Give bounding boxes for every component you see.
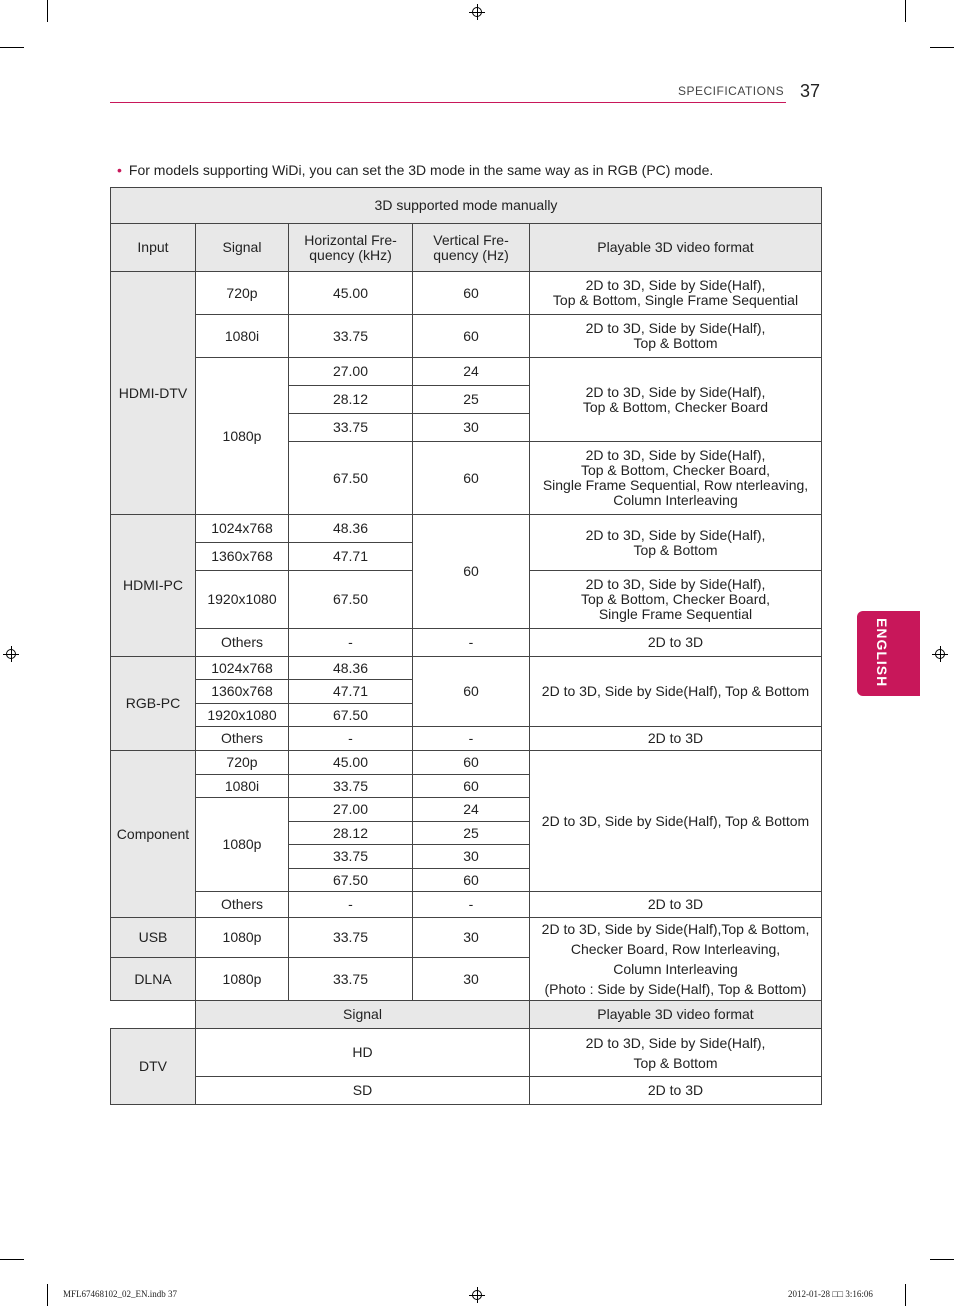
hfreq-cell: 47.71	[289, 680, 413, 704]
hfreq-cell: 45.00	[289, 272, 413, 315]
signal-cell: 1360x768	[196, 680, 289, 704]
footer-timestamp: 2012-01-28 □□ 3:16:06	[788, 1289, 873, 1299]
signal-cell: 1080p	[196, 358, 289, 515]
vfreq-cell: 25	[413, 386, 530, 414]
dtv-header-signal: Signal	[196, 1001, 530, 1029]
registration-mark-icon	[469, 4, 485, 20]
signal-cell: 1080p	[196, 918, 289, 958]
input-hdmi-pc: HDMI-PC	[111, 515, 196, 657]
signal-cell: 1024x768	[196, 515, 289, 543]
header-format: Playable 3D video format	[530, 224, 822, 272]
format-cell: 2D to 3D	[530, 1077, 822, 1105]
hfreq-cell: 27.00	[289, 798, 413, 822]
crop-mark	[47, 0, 48, 22]
hfreq-cell: 28.12	[289, 386, 413, 414]
format-cell: 2D to 3D, Side by Side(Half), Top & Bottom	[530, 315, 822, 358]
signal-cell: 720p	[196, 751, 289, 775]
hfreq-cell: 33.75	[289, 958, 413, 1001]
registration-mark-icon	[469, 1287, 485, 1303]
format-cell: 2D to 3D, Side by Side(Half), Top & Bottom	[530, 1029, 822, 1077]
vfreq-cell: -	[413, 892, 530, 918]
vfreq-cell: 30	[413, 845, 530, 869]
vfreq-cell: 25	[413, 822, 530, 845]
signal-cell: 720p	[196, 272, 289, 315]
input-component: Component	[111, 751, 196, 918]
format-cell: 2D to 3D, Side by Side(Half), Top & Bottom, Checker Board, Single Frame Sequential	[530, 571, 822, 629]
crop-mark	[930, 47, 954, 48]
hfreq-cell: 33.75	[289, 775, 413, 798]
hfreq-cell: 28.12	[289, 822, 413, 845]
bullet-icon: •	[117, 162, 122, 178]
vfreq-cell: 30	[413, 414, 530, 442]
input-rgb-pc: RGB-PC	[111, 657, 196, 751]
hfreq-cell: -	[289, 892, 413, 918]
crop-mark	[905, 0, 906, 22]
table-title: 3D supported mode manually	[111, 188, 822, 224]
crop-mark	[47, 1284, 48, 1306]
input-dlna: DLNA	[111, 958, 196, 1001]
format-cell: 2D to 3D, Side by Side(Half), Top & Bottom	[530, 515, 822, 571]
vfreq-cell: 30	[413, 918, 530, 958]
signal-cell: SD	[196, 1077, 530, 1105]
page-number: 37	[800, 81, 821, 101]
dtv-header-format: Playable 3D video format	[530, 1001, 822, 1029]
format-cell: 2D to 3D, Side by Side(Half), Top & Bottom, Checker Board, Single Frame Sequential, Row nterleaving, Column Interleaving	[530, 442, 822, 515]
hfreq-cell: 67.50	[289, 869, 413, 892]
hfreq-cell: 33.75	[289, 918, 413, 958]
signal-cell: HD	[196, 1029, 530, 1077]
signal-cell: 1080i	[196, 315, 289, 358]
format-cell: 2D to 3D, Side by Side(Half),Top & Bottom, Checker Board, Row Interleaving, Column Interleaving (Photo : Side by Side(Half), Top & Bottom)	[530, 918, 822, 1001]
vfreq-cell: 60	[413, 442, 530, 515]
hfreq-cell: 33.75	[289, 414, 413, 442]
input-hdmi-dtv: HDMI-DTV	[111, 272, 196, 515]
vfreq-cell: 60	[413, 657, 530, 727]
header-input: Input	[111, 224, 196, 272]
registration-mark-icon	[932, 646, 948, 662]
crop-mark	[930, 1259, 954, 1260]
signal-cell: Others	[196, 727, 289, 751]
hfreq-cell: 33.75	[289, 315, 413, 358]
vfreq-cell: 60	[413, 515, 530, 629]
format-cell: 2D to 3D	[530, 629, 822, 657]
hfreq-cell: -	[289, 629, 413, 657]
header-vertical-frequency: Vertical Fre- quency (Hz)	[413, 224, 530, 272]
language-tab-label: ENGLISH	[874, 618, 890, 688]
crop-mark	[0, 47, 24, 48]
vfreq-cell: 24	[413, 358, 530, 386]
registration-mark-icon	[3, 646, 19, 662]
note	[117, 162, 713, 178]
input-dtv: DTV	[111, 1029, 196, 1105]
signal-cell: 1024x768	[196, 657, 289, 680]
hfreq-cell: 67.50	[289, 704, 413, 727]
vfreq-cell: 30	[413, 958, 530, 1001]
signal-cell: 1920x1080	[196, 704, 289, 727]
format-cell: 2D to 3D, Side by Side(Half), Top & Bottom, Single Frame Sequential	[530, 272, 822, 315]
signal-cell: 1080i	[196, 775, 289, 798]
3d-modes-table	[110, 187, 822, 1105]
blank-cell	[111, 1001, 196, 1029]
vfreq-cell: 60	[413, 315, 530, 358]
hfreq-cell: 47.71	[289, 543, 413, 571]
header-horizontal-frequency: Horizontal Fre- quency (kHz)	[289, 224, 413, 272]
hfreq-cell: 27.00	[289, 358, 413, 386]
running-head: SPECIFICATIONS	[678, 84, 785, 98]
signal-cell: Others	[196, 629, 289, 657]
vfreq-cell: 60	[413, 272, 530, 315]
crop-mark	[0, 1259, 24, 1260]
hfreq-cell: 48.36	[289, 515, 413, 543]
format-cell: 2D to 3D, Side by Side(Half), Top & Bottom, Checker Board	[530, 358, 822, 442]
hfreq-cell: 67.50	[289, 571, 413, 629]
signal-cell: 1080p	[196, 798, 289, 892]
signal-cell: 1920x1080	[196, 571, 289, 629]
signal-cell: 1360x768	[196, 543, 289, 571]
vfreq-cell: -	[413, 727, 530, 751]
hfreq-cell: 48.36	[289, 657, 413, 680]
signal-cell: Others	[196, 892, 289, 918]
footer-file-info: MFL67468102_02_EN.indb 37	[63, 1289, 178, 1299]
signal-cell: 1080p	[196, 958, 289, 1001]
vfreq-cell: 60	[413, 775, 530, 798]
input-usb: USB	[111, 918, 196, 958]
format-cell: 2D to 3D, Side by Side(Half), Top & Bottom	[530, 657, 822, 727]
vfreq-cell: 60	[413, 751, 530, 775]
note-text: For models supporting WiDi, you can set the 3D mode in the same way as in RGB (PC) mode.	[128, 162, 714, 178]
hfreq-cell: 33.75	[289, 845, 413, 869]
hfreq-cell: 67.50	[289, 442, 413, 515]
vfreq-cell: 24	[413, 798, 530, 822]
header-signal: Signal	[196, 224, 289, 272]
format-cell: 2D to 3D	[530, 727, 822, 751]
vfreq-cell: -	[413, 629, 530, 657]
vfreq-cell: 60	[413, 869, 530, 892]
format-cell: 2D to 3D, Side by Side(Half), Top & Bottom	[530, 751, 822, 892]
header-rule	[110, 102, 786, 103]
format-cell: 2D to 3D	[530, 892, 822, 918]
hfreq-cell: -	[289, 727, 413, 751]
hfreq-cell: 45.00	[289, 751, 413, 775]
crop-mark	[905, 1284, 906, 1306]
